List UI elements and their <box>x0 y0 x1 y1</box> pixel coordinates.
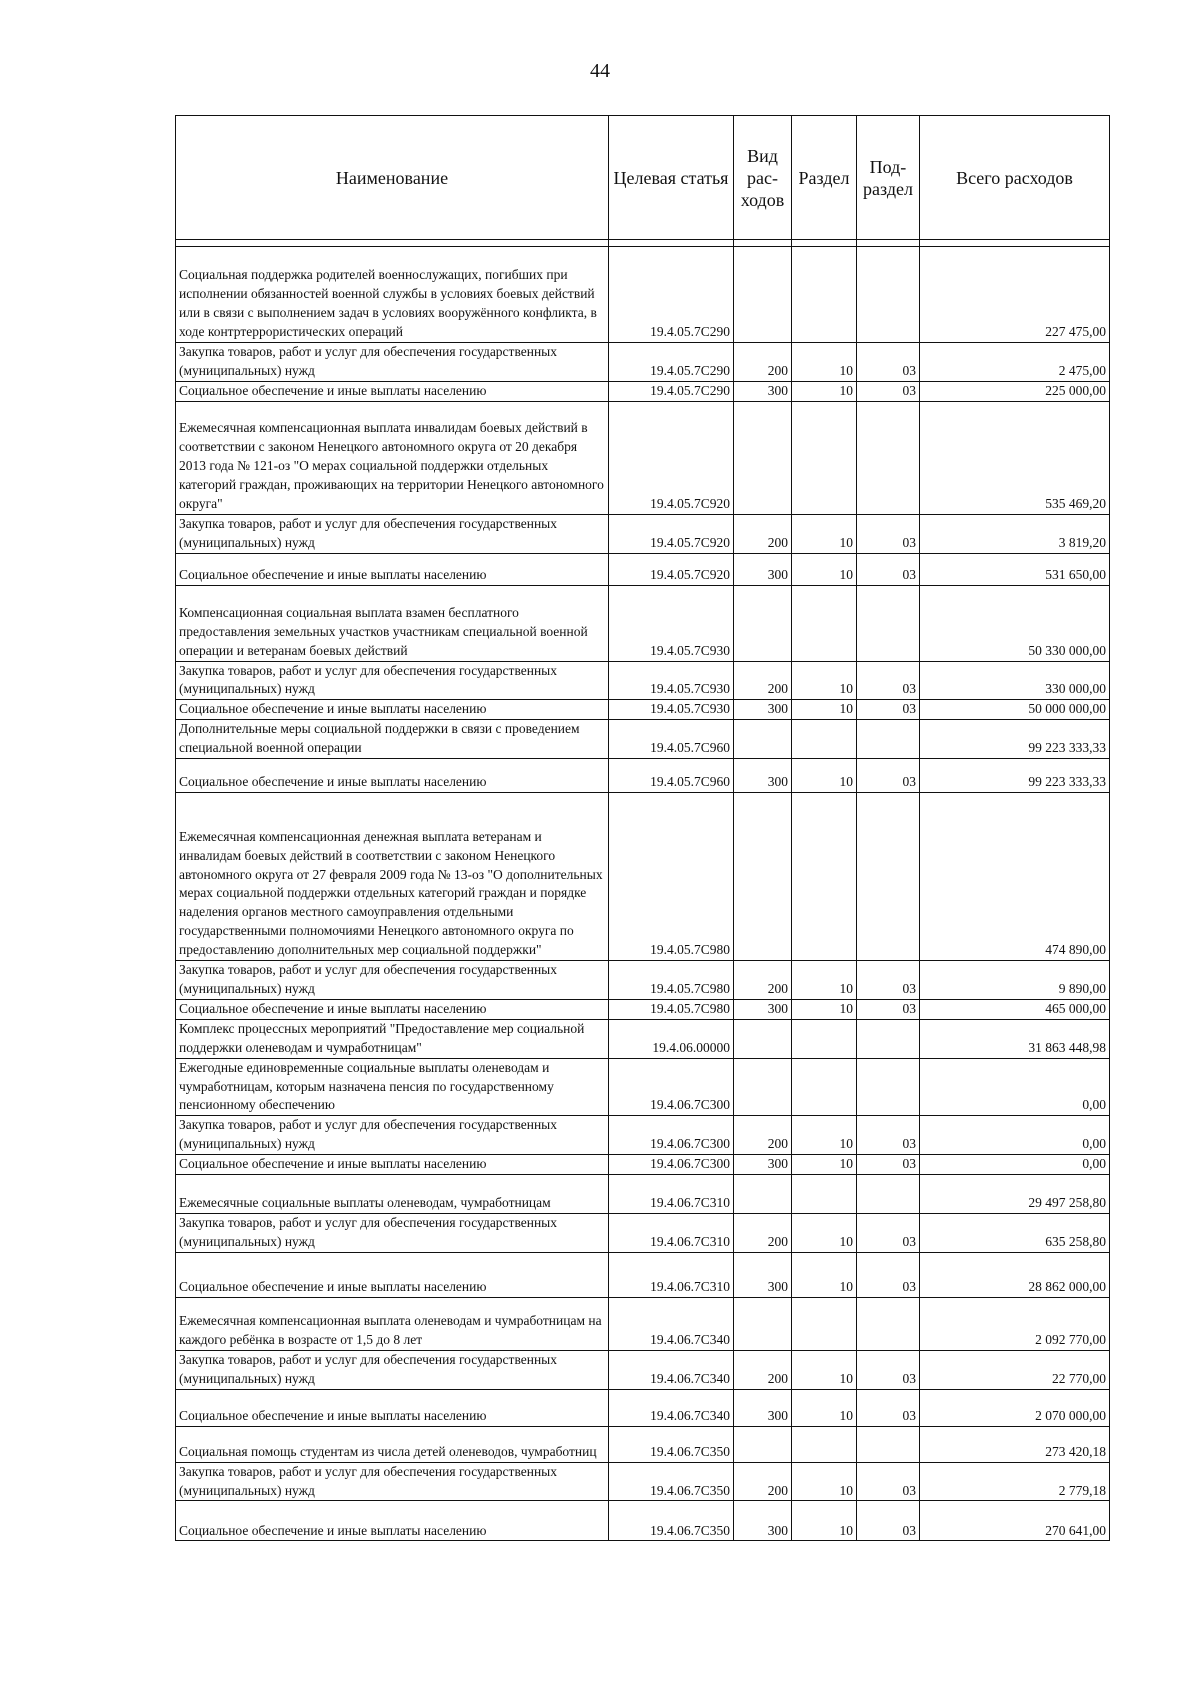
row-section <box>792 1297 857 1350</box>
table-row <box>176 381 1110 401</box>
row-subsection: 03 <box>857 1462 920 1501</box>
row-expense-type <box>734 401 792 514</box>
table-row <box>176 661 1110 700</box>
row-expense-type: 300 <box>734 1501 792 1541</box>
row-article: 19.4.06.7С310 <box>609 1252 734 1297</box>
header-article: Целевая статья <box>609 116 734 240</box>
table-row <box>176 1389 1110 1426</box>
row-section <box>792 401 857 514</box>
row-subsection: 03 <box>857 1116 920 1155</box>
row-article: 19.4.06.7С350 <box>609 1426 734 1462</box>
row-name: Компенсационная социальная выплата взамен бесплатного предоставления земельных участков участникам специальной военной операции и ветеранам боевых действий <box>176 585 609 661</box>
row-expense-type <box>734 1019 792 1058</box>
row-article: 19.4.05.7С960 <box>609 759 734 793</box>
page-number: 44 <box>590 60 610 82</box>
row-subsection <box>857 720 920 759</box>
row-subsection: 03 <box>857 381 920 401</box>
row-total: 474 890,00 <box>920 793 1110 961</box>
table-row <box>176 720 1110 759</box>
row-name: Комплекс процессных мероприятий "Предоставление мер социальной поддержки оленеводам и чумработницам" <box>176 1019 609 1058</box>
row-article: 19.4.05.7С980 <box>609 793 734 961</box>
row-name: Социальное обеспечение и иные выплаты населению <box>176 1389 609 1426</box>
table-header-row <box>176 116 1110 240</box>
row-total: 0,00 <box>920 1116 1110 1155</box>
row-article: 19.4.06.7С340 <box>609 1297 734 1350</box>
row-section: 10 <box>792 343 857 382</box>
table-row <box>176 585 1110 661</box>
row-expense-type: 200 <box>734 961 792 1000</box>
header-expense-type: Вид рас-ходов <box>734 116 792 240</box>
row-expense-type: 200 <box>734 1116 792 1155</box>
row-section: 10 <box>792 1501 857 1541</box>
row-article: 19.4.05.7С980 <box>609 961 734 1000</box>
row-article: 19.4.06.00000 <box>609 1019 734 1058</box>
spacer-cell <box>792 240 857 247</box>
row-article: 19.4.06.7С350 <box>609 1501 734 1541</box>
row-section: 10 <box>792 1462 857 1501</box>
row-article: 19.4.06.7С300 <box>609 1116 734 1155</box>
row-subsection <box>857 793 920 961</box>
spacer-cell <box>176 240 609 247</box>
row-expense-type: 300 <box>734 700 792 720</box>
row-name: Ежемесячная компенсационная выплата инвалидам боевых действий в соответствии с законом Ненецкого автономного округа от 20 декабря 2013 года № 121-оз "О мерах социальной поддержки отдельных категорий граждан, проживающих на территории Ненецкого автономного округа" <box>176 401 609 514</box>
row-article: 19.4.06.7С340 <box>609 1350 734 1389</box>
row-section: 10 <box>792 661 857 700</box>
row-article: 19.4.06.7С310 <box>609 1175 734 1214</box>
budget-table <box>175 115 1110 1541</box>
row-total: 9 890,00 <box>920 961 1110 1000</box>
row-total: 330 000,00 <box>920 661 1110 700</box>
row-total: 99 223 333,33 <box>920 720 1110 759</box>
spacer-cell <box>609 240 734 247</box>
table-row <box>176 1116 1110 1155</box>
row-subsection: 03 <box>857 514 920 553</box>
row-total: 50 330 000,00 <box>920 585 1110 661</box>
row-total: 0,00 <box>920 1155 1110 1175</box>
row-section: 10 <box>792 1252 857 1297</box>
row-section <box>792 793 857 961</box>
row-section <box>792 1175 857 1214</box>
row-expense-type: 200 <box>734 1350 792 1389</box>
row-total: 270 641,00 <box>920 1501 1110 1541</box>
table-row <box>176 1155 1110 1175</box>
row-expense-type: 200 <box>734 514 792 553</box>
row-total: 28 862 000,00 <box>920 1252 1110 1297</box>
row-name: Закупка товаров, работ и услуг для обеспечения государственных (муниципальных) нужд <box>176 1350 609 1389</box>
table-row <box>176 999 1110 1019</box>
row-section: 10 <box>792 1155 857 1175</box>
row-article: 19.4.05.7С980 <box>609 999 734 1019</box>
row-subsection: 03 <box>857 1155 920 1175</box>
row-section <box>792 1426 857 1462</box>
row-total: 535 469,20 <box>920 401 1110 514</box>
row-section: 10 <box>792 961 857 1000</box>
row-expense-type: 200 <box>734 661 792 700</box>
row-section: 10 <box>792 1350 857 1389</box>
row-section <box>792 1058 857 1116</box>
row-expense-type <box>734 793 792 961</box>
row-expense-type: 300 <box>734 1389 792 1426</box>
row-expense-type <box>734 585 792 661</box>
table-row <box>176 1462 1110 1501</box>
row-total: 99 223 333,33 <box>920 759 1110 793</box>
table-row <box>176 343 1110 382</box>
row-total: 31 863 448,98 <box>920 1019 1110 1058</box>
row-expense-type <box>734 720 792 759</box>
row-section: 10 <box>792 1116 857 1155</box>
table-row <box>176 1214 1110 1253</box>
spacer-cell <box>857 240 920 247</box>
row-article: 19.4.05.7С290 <box>609 381 734 401</box>
row-name: Социальное обеспечение и иные выплаты населению <box>176 700 609 720</box>
row-name: Социальная помощь студентам из числа детей оленеводов, чумработниц <box>176 1426 609 1462</box>
table-row <box>176 1252 1110 1297</box>
row-subsection <box>857 1019 920 1058</box>
row-section <box>792 720 857 759</box>
row-section: 10 <box>792 553 857 585</box>
row-name: Закупка товаров, работ и услуг для обеспечения государственных (муниципальных) нужд <box>176 661 609 700</box>
table-row <box>176 1297 1110 1350</box>
row-expense-type: 300 <box>734 1252 792 1297</box>
row-article: 19.4.05.7С290 <box>609 343 734 382</box>
row-section <box>792 1019 857 1058</box>
table-row <box>176 1058 1110 1116</box>
row-expense-type: 300 <box>734 1155 792 1175</box>
row-total: 3 819,20 <box>920 514 1110 553</box>
row-article: 19.4.05.7С290 <box>609 247 734 343</box>
row-total: 635 258,80 <box>920 1214 1110 1253</box>
table-row <box>176 1350 1110 1389</box>
row-subsection: 03 <box>857 1501 920 1541</box>
table-row <box>176 514 1110 553</box>
row-total: 465 000,00 <box>920 999 1110 1019</box>
row-article: 19.4.05.7С920 <box>609 514 734 553</box>
row-section <box>792 585 857 661</box>
row-expense-type: 300 <box>734 553 792 585</box>
row-section: 10 <box>792 1389 857 1426</box>
row-total: 225 000,00 <box>920 381 1110 401</box>
row-name: Социальная поддержка родителей военнослужащих, погибших при исполнении обязанностей военной службы в условиях боевых действий или в связи с выполнением задач в условиях вооружённого конфликта, в ходе контртеррористических операций <box>176 247 609 343</box>
table-row <box>176 793 1110 961</box>
row-section: 10 <box>792 700 857 720</box>
table-row <box>176 1501 1110 1541</box>
row-subsection <box>857 1175 920 1214</box>
row-name: Социальное обеспечение и иные выплаты населению <box>176 1155 609 1175</box>
row-article: 19.4.06.7С340 <box>609 1389 734 1426</box>
row-expense-type <box>734 247 792 343</box>
row-section: 10 <box>792 1214 857 1253</box>
row-total: 531 650,00 <box>920 553 1110 585</box>
row-article: 19.4.05.7С920 <box>609 401 734 514</box>
table-spacer-row <box>176 240 1110 247</box>
row-expense-type: 300 <box>734 381 792 401</box>
row-name: Социальное обеспечение и иные выплаты населению <box>176 1501 609 1541</box>
row-subsection: 03 <box>857 759 920 793</box>
row-name: Закупка товаров, работ и услуг для обеспечения государственных (муниципальных) нужд <box>176 1116 609 1155</box>
row-total: 2 092 770,00 <box>920 1297 1110 1350</box>
row-article: 19.4.05.7С930 <box>609 585 734 661</box>
row-subsection <box>857 401 920 514</box>
row-name: Ежемесячная компенсационная выплата оленеводам и чумработницам на каждого ребёнка в возрасте от 1,5 до 8 лет <box>176 1297 609 1350</box>
table-row <box>176 700 1110 720</box>
row-article: 19.4.06.7С300 <box>609 1058 734 1116</box>
row-total: 2 475,00 <box>920 343 1110 382</box>
row-expense-type: 300 <box>734 999 792 1019</box>
row-subsection <box>857 1058 920 1116</box>
row-name: Дополнительные меры социальной поддержки в связи с проведением специальной военной операции <box>176 720 609 759</box>
row-name: Закупка товаров, работ и услуг для обеспечения государственных (муниципальных) нужд <box>176 343 609 382</box>
row-name: Ежемесячная компенсационная денежная выплата ветеранам и инвалидам боевых действий в соответствии с законом Ненецкого автономного округа от 27 февраля 2009 года № 13-оз "О дополнительных мерах социальной поддержки отдельных категорий граждан и порядке наделения органов местного самоуправления отдельными государственными полномочиями Ненецкого автономного округа по предоставлению дополнительных мер социальной поддержки" <box>176 793 609 961</box>
row-total: 227 475,00 <box>920 247 1110 343</box>
row-expense-type <box>734 1058 792 1116</box>
row-article: 19.4.05.7С930 <box>609 700 734 720</box>
table-row <box>176 1175 1110 1214</box>
row-subsection: 03 <box>857 661 920 700</box>
row-name: Ежегодные единовременные социальные выплаты оленеводам и чумработницам, которым назначена пенсия по государственному пенсионному обеспечению <box>176 1058 609 1116</box>
row-total: 0,00 <box>920 1058 1110 1116</box>
header-name: Наименование <box>176 116 609 240</box>
row-article: 19.4.06.7С300 <box>609 1155 734 1175</box>
row-section: 10 <box>792 514 857 553</box>
row-total: 29 497 258,80 <box>920 1175 1110 1214</box>
row-article: 19.4.05.7С920 <box>609 553 734 585</box>
row-article: 19.4.06.7С350 <box>609 1462 734 1501</box>
row-total: 273 420,18 <box>920 1426 1110 1462</box>
row-name: Закупка товаров, работ и услуг для обеспечения государственных (муниципальных) нужд <box>176 961 609 1000</box>
row-expense-type: 200 <box>734 1214 792 1253</box>
spacer-cell <box>734 240 792 247</box>
row-article: 19.4.05.7С960 <box>609 720 734 759</box>
table-body <box>176 240 1110 1541</box>
table-row <box>176 961 1110 1000</box>
row-name: Закупка товаров, работ и услуг для обеспечения государственных (муниципальных) нужд <box>176 1462 609 1501</box>
table-row <box>176 759 1110 793</box>
row-name: Закупка товаров, работ и услуг для обеспечения государственных (муниципальных) нужд <box>176 514 609 553</box>
table-row <box>176 247 1110 343</box>
row-subsection <box>857 1297 920 1350</box>
table-row <box>176 401 1110 514</box>
spacer-cell <box>920 240 1110 247</box>
row-section: 10 <box>792 999 857 1019</box>
table-row <box>176 1426 1110 1462</box>
row-article: 19.4.06.7С310 <box>609 1214 734 1253</box>
row-name: Социальное обеспечение и иные выплаты населению <box>176 381 609 401</box>
row-name: Социальное обеспечение и иные выплаты населению <box>176 553 609 585</box>
row-subsection <box>857 585 920 661</box>
row-name: Социальное обеспечение и иные выплаты населению <box>176 1252 609 1297</box>
row-subsection: 03 <box>857 1389 920 1426</box>
row-name: Социальное обеспечение и иные выплаты населению <box>176 999 609 1019</box>
table-row <box>176 1019 1110 1058</box>
row-subsection: 03 <box>857 1252 920 1297</box>
row-total: 22 770,00 <box>920 1350 1110 1389</box>
row-article: 19.4.05.7С930 <box>609 661 734 700</box>
row-subsection: 03 <box>857 1350 920 1389</box>
row-subsection <box>857 1426 920 1462</box>
row-name: Социальное обеспечение и иные выплаты населению <box>176 759 609 793</box>
row-total: 2 070 000,00 <box>920 1389 1110 1426</box>
row-subsection: 03 <box>857 343 920 382</box>
row-expense-type: 200 <box>734 1462 792 1501</box>
row-subsection: 03 <box>857 961 920 1000</box>
row-subsection: 03 <box>857 553 920 585</box>
row-expense-type <box>734 1175 792 1214</box>
header-section: Раздел <box>792 116 857 240</box>
row-subsection: 03 <box>857 700 920 720</box>
row-expense-type <box>734 1297 792 1350</box>
row-name: Закупка товаров, работ и услуг для обеспечения государственных (муниципальных) нужд <box>176 1214 609 1253</box>
header-subsection: Под-раздел <box>857 116 920 240</box>
row-expense-type: 300 <box>734 759 792 793</box>
row-name: Ежемесячные социальные выплаты оленеводам, чумработницам <box>176 1175 609 1214</box>
row-total: 2 779,18 <box>920 1462 1110 1501</box>
header-total: Всего расходов <box>920 116 1110 240</box>
row-total: 50 000 000,00 <box>920 700 1110 720</box>
row-subsection <box>857 247 920 343</box>
row-expense-type: 200 <box>734 343 792 382</box>
row-subsection: 03 <box>857 1214 920 1253</box>
row-subsection: 03 <box>857 999 920 1019</box>
row-section: 10 <box>792 759 857 793</box>
row-section <box>792 247 857 343</box>
table-row <box>176 553 1110 585</box>
row-expense-type <box>734 1426 792 1462</box>
row-section: 10 <box>792 381 857 401</box>
